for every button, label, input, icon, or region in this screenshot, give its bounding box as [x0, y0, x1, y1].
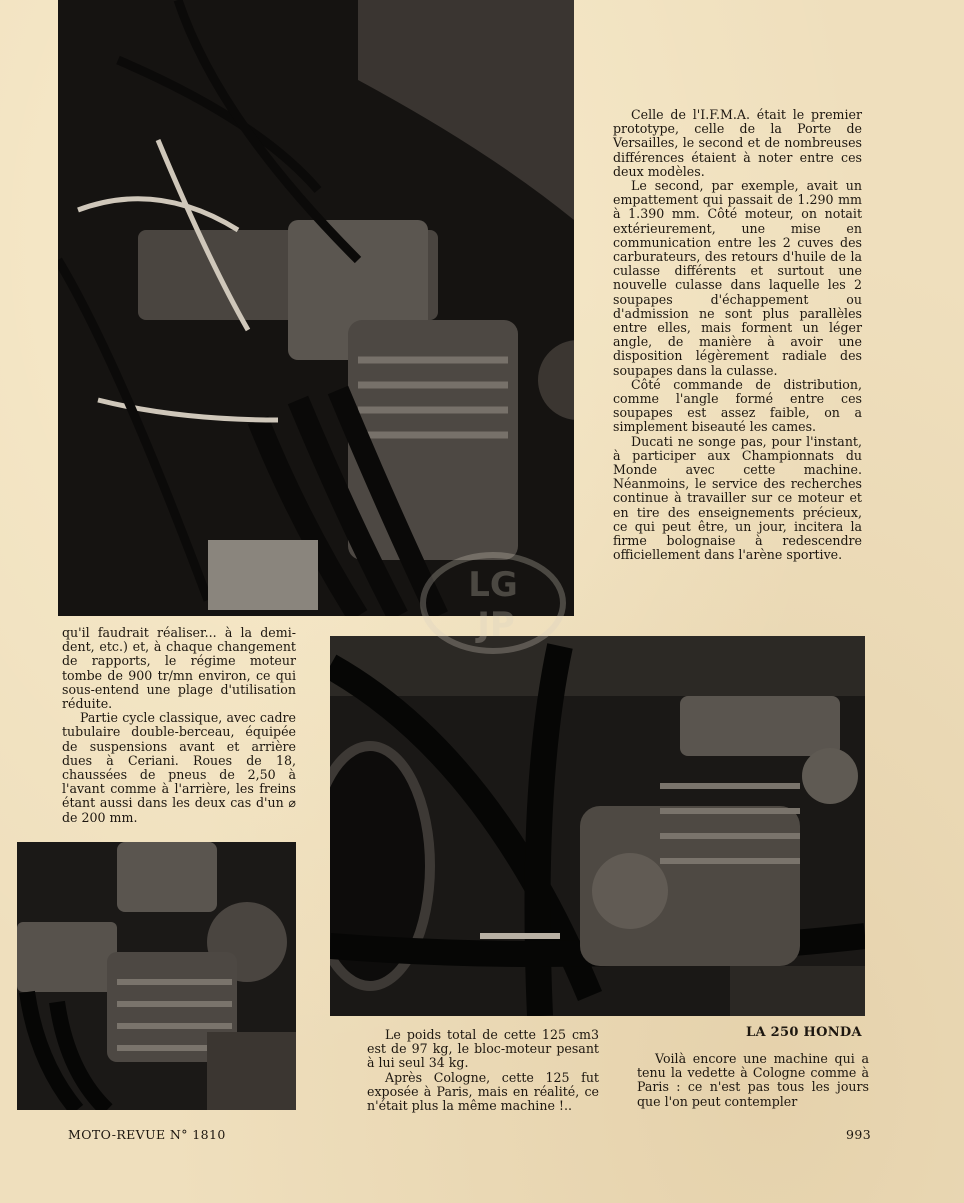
watermark-text-top: LG	[468, 565, 518, 605]
paragraph: Après Cologne, cette 125 fut exposée à Paris, mais en réalité, ce n'était plus la même machine !..	[367, 1069, 599, 1114]
paragraph: Le second, par exemple, avait un empattement qui passait de 1.290 mm à 1.390 mm. Côté moteur, on notait extérieurement, une mise en communication entre les 2 cuves des carburateurs, des retours d'huile de la culasse différents et surtout une nouvelle culasse dans laquelle les 2 soupapes d'échappement ou d'admission ne sont plus parallèles entre elles, mais forment un léger angle, de manière à avoir une disposition légèrement radiale des soupapes dans la culasse.	[613, 178, 862, 378]
paragraph: Le poids total de cette 125 cm3 est de 97 kg, le bloc-moteur pesant à lui seul 34 kg.	[367, 1027, 599, 1071]
article-column-center-bottom	[367, 1028, 599, 1113]
engine-frame-illustration	[330, 636, 865, 1016]
paragraph: Côté commande de distribution, comme l'angle formé entre ces soupapes est assez faible, on a simplement biseauté les cames.	[613, 376, 862, 435]
cylinder-illustration	[17, 842, 296, 1110]
article-column-right-bottom	[637, 1052, 869, 1109]
section-heading: LA 250 HONDA	[746, 1025, 862, 1040]
footer-magazine-issue: MOTO-REVUE N° 1810	[68, 1127, 226, 1142]
photo-engine-frame	[330, 636, 865, 1016]
footer-page-number: 993	[846, 1127, 872, 1142]
paragraph: Voilà encore une machine qui a tenu la vedette à Cologne comme à Paris : ce n'est pas tous les jours que l'on peut contempler	[637, 1051, 869, 1109]
watermark-text-bottom: JP	[477, 605, 515, 645]
article-column-left-middle	[62, 626, 296, 825]
paragraph: Ducati ne songe pas, pour l'instant, à participer aux Championnats du Monde avec cette machine. Néanmoins, le service des recherches continue à travailler sur ce moteur et en tire des enseignements précieux, ce qui peut être, un jour, incitera la firme bolognaise à redescendre officiellement dans l'arène sportive.	[613, 433, 862, 563]
paragraph: Partie cycle classique, avec cadre tubulaire double-berceau, équipée de suspensions avant et arrière dues à Ceriani. Roues de 18, chaussées de pneus de 2,50 à l'avant comme à l'arrière, les freins étant aussi dans les deux cas d'un ⌀ de 200 mm.	[62, 710, 296, 825]
article-column-right-top	[613, 108, 862, 563]
engine-illustration	[58, 0, 574, 616]
watermark-logo	[418, 548, 568, 658]
paragraph: Celle de l'I.F.M.A. était le premier prototype, celle de la Porte de Versailles, le second et de nombreuses différences étaient à noter entre ces deux modèles.	[613, 107, 862, 179]
photo-engine-top	[58, 0, 574, 616]
photo-engine-cylinder	[17, 842, 296, 1110]
paragraph: qu'il faudrait réaliser... à la demi-dent, etc.) et, à chaque changement de rapports, le régime moteur tombe de 900 tr/mn environ, ce qui sous-entend une plage d'utilisation réduite.	[62, 625, 296, 712]
